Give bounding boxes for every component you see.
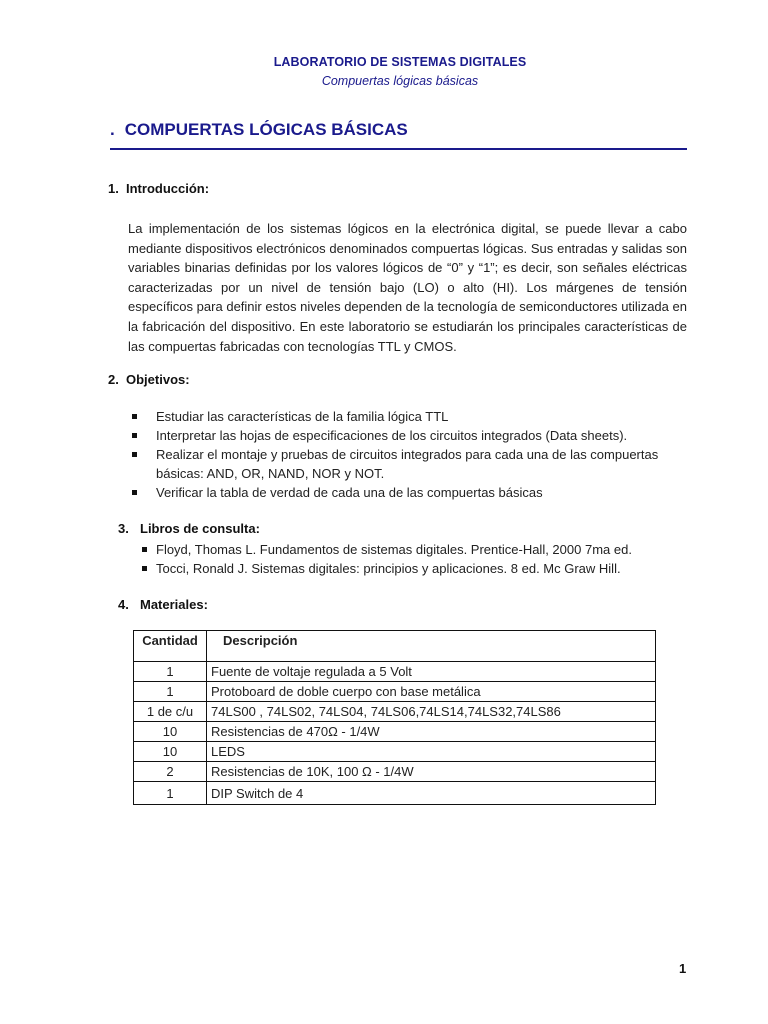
list-item [142,540,682,559]
cell-quantity: 1 [134,782,207,805]
bullet-square-icon [132,490,137,495]
page-title [110,120,408,140]
materials-table [133,630,656,805]
cell-quantity: 10 [134,722,207,742]
bullet-square-icon [142,566,147,571]
header-title: LABORATORIO DE SISTEMAS DIGITALES [273,55,527,69]
table-row [134,782,656,805]
books-list [142,540,682,578]
table-row [134,722,656,742]
column-header-quantity: Cantidad [134,631,207,662]
column-header-description: Descripción [207,631,656,662]
table-header-row [134,631,656,662]
bullet-square-icon [132,433,137,438]
header-subtitle: Compuertas lógicas básicas [321,74,479,88]
list-item [128,483,693,502]
bullet-square-icon [132,414,137,419]
cell-description: Fuente de voltaje regulada a 5 Volt [207,662,656,682]
title-divider [110,148,687,150]
table-row [134,702,656,722]
list-item-text: Interpretar las hojas de especificaciones de los circuitos integrados (Data sheets). [156,428,628,443]
cell-quantity: 1 [134,682,207,702]
list-item-text: Verificar la tabla de verdad de cada una de las compuertas básicas [156,485,543,500]
title-text: COMPUERTAS LÓGICAS BÁSICAS [124,120,408,139]
list-item-text: Floyd, Thomas L. Fundamentos de sistemas digitales. Prentice-Hall, 2000 7ma ed. [156,542,632,557]
list-item-text: Tocci, Ronald J. Sistemas digitales: principios y aplicaciones. 8 ed. Mc Graw Hill. [156,561,621,576]
section-heading-text: Introducción: [126,181,210,196]
section-number: 3. [118,521,129,536]
bullet-square-icon [142,547,147,552]
section-number: 4. [118,597,129,612]
title-marker: . [110,120,115,139]
table-row [134,682,656,702]
table-row [134,742,656,762]
section-heading-materials [118,597,208,612]
table-row [134,762,656,782]
list-item-text: Estudiar las características de la familia lógica TTL [156,409,449,424]
section-heading-objectives [108,372,190,387]
section-heading-text: Objetivos: [126,372,190,387]
cell-quantity: 2 [134,762,207,782]
section-heading-intro [108,181,209,196]
list-item [128,445,693,483]
list-item [128,426,693,445]
page-number: 1 [679,961,687,976]
cell-description: LEDS [207,742,656,762]
section-number: 2. [108,372,119,387]
cell-quantity: 1 [134,662,207,682]
table-row [134,662,656,682]
intro-paragraph: La implementación de los sistemas lógicos en la electrónica digital, se puede llevar a cabo mediante dispositivos electrónicos denominados compuertas lógicas. Sus entradas y salidas son variables binarias definidas por los valores lógicos de “0” y “1”; es decir, son señales eléctricas caracterizadas por un nivel de tensión bajo (LO) o alto (HI). Los márgenes de tensión específicos para definir estos niveles dependen de la tecnología de semiconductores utilizada en la fabricación del dispositivo. En este laboratorio se estudiarán los principales características de las compuertas fabricadas con tecnologías TTL y CMOS. [128,221,687,354]
list-item [142,559,682,578]
cell-description: 74LS00 , 74LS02, 74LS04, 74LS06,74LS14,74LS32,74LS86 [207,702,656,722]
cell-quantity: 1 de c/u [134,702,207,722]
cell-description: DIP Switch de 4 [207,782,656,805]
list-item [128,407,693,426]
section-number: 1. [108,181,119,196]
section-heading-text: Materiales: [140,597,208,612]
cell-description: Protoboard de doble cuerpo con base metálica [207,682,656,702]
cell-quantity: 10 [134,742,207,762]
cell-description: Resistencias de 470Ω - 1/4W [207,722,656,742]
section-heading-text: Libros de consulta: [140,521,260,536]
cell-description: Resistencias de 10K, 100 Ω - 1/4W [207,762,656,782]
list-item-text: Realizar el montaje y pruebas de circuitos integrados para cada una de las compuertas básicas: AND, OR, NAND, NOR y NOT. [156,447,659,481]
section-heading-books [118,521,260,536]
objectives-list [128,407,693,502]
bullet-square-icon [132,452,137,457]
